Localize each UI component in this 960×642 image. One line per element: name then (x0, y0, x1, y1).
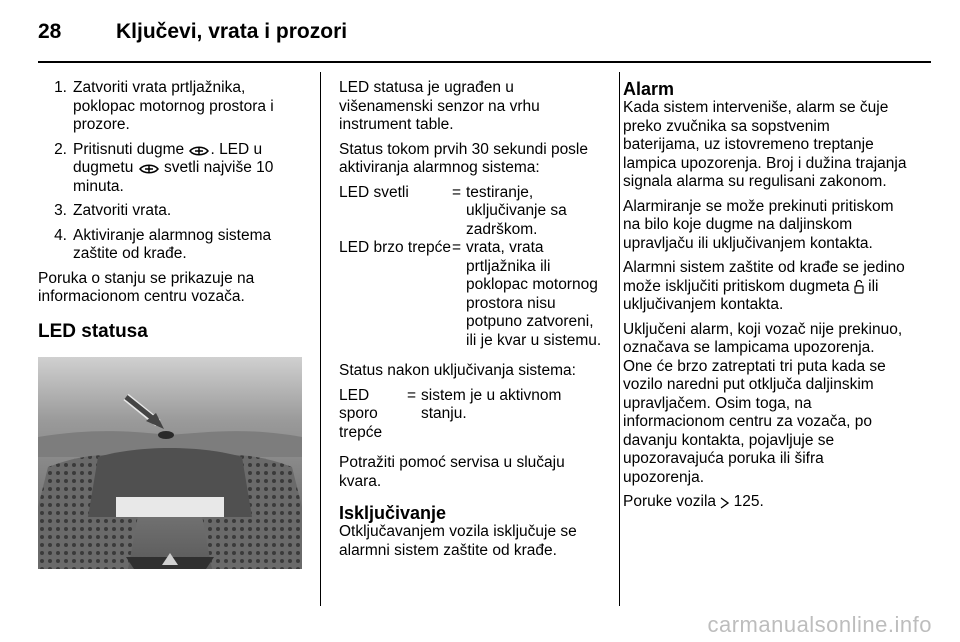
page-reference-arrow-icon (720, 497, 729, 509)
step-4 (38, 227, 304, 264)
vehicle-messages-reference (623, 493, 908, 512)
status-message-note: Poruka o stanju se prikazuje na informacionom centru vozača. (38, 269, 255, 305)
table-row (339, 387, 607, 443)
alarm-heading: Alarm (623, 79, 675, 99)
step-text-part: svetli najviše 10 minuta. (73, 159, 274, 195)
paragraph-part: ili uključivanjem kontakta. (623, 277, 879, 313)
step-text (73, 141, 304, 197)
deactivation-text: Otključavanjem vozila isključuje se alarmni sistem zaštite od krađe. (339, 523, 577, 559)
table-value: vrata, vrata prtljažnika ili poklopac motornog prostora nisu potpuno zatvoreni, ili je kvar u sistemu. (466, 239, 602, 349)
step-text-part: . LED u dugmetu (73, 140, 263, 176)
column-2 (339, 79, 607, 566)
instruction-list (38, 79, 304, 264)
page-reference[interactable]: 125. (733, 493, 764, 510)
step-text: Aktiviranje alarmnog sistema zaštite od krađe. (73, 226, 272, 262)
unlock-icon (854, 279, 864, 294)
header-rule (38, 61, 931, 63)
paragraph-part: Poruke vozila (623, 493, 717, 510)
page-title: Ključevi, vrata i prozori (116, 20, 348, 43)
column-divider-2 (619, 72, 620, 606)
column-1 (38, 79, 304, 569)
led-status-heading: LED statusa (38, 320, 148, 342)
page-number: 28 (38, 20, 62, 43)
alarm-paragraph-2: Alarmiranje se može prekinuti pritiskom na bilo koje dugme na daljinskom upravljaču ili uključivanjem kontakta. (623, 197, 894, 252)
lock-button-icon (188, 145, 210, 157)
alarm-paragraph-1: Kada sistem interveniše, alarm se čuje preko zvučnika sa sopstvenim baterijama, uz istovremeno treptanje lampica upozorenja. Broj i dužina trajanja signala alarma su regulisani zakonom. (623, 99, 907, 190)
service-note: Potražiti pomoć servisa u slučaju kvara. (339, 454, 565, 490)
after-activation-intro: Status nakon uključivanja sistema: (339, 362, 576, 379)
watermark: carmanualsonline.info (707, 612, 932, 637)
step-text-part: Pritisnuti dugme (73, 140, 185, 158)
lock-button-icon (138, 163, 160, 175)
first-30s-intro: Status tokom prvih 30 sekundi posle aktiviranja alarmnog sistema: (339, 140, 588, 176)
status-table-2 (339, 387, 607, 443)
status-table-1 (339, 184, 607, 351)
step-text: Zatvoriti vrata prtljažnika, poklopac motornog prostora i prozore. (73, 79, 274, 133)
table-row (339, 184, 607, 240)
table-eq: = (407, 386, 417, 404)
table-eq: = (452, 239, 462, 256)
deactivation-heading: Isključivanje (339, 503, 447, 523)
step-number: 2. (54, 140, 67, 158)
table-key: LED sporo trepće (339, 386, 383, 441)
alarm-paragraph-4: Uključeni alarm, koji vozač nije prekinuo, označava se lampicama upozorenja. One će brzo zatreptati tri puta kada se vozilo naredni put otključa daljinskim upravljačem. Osim toga, na informacionom centru za vozača, po davanju kontakta, pojavljuje se upozoravajuća poruka ili šifra upozorenja. (623, 320, 903, 486)
step-text: Zatvoriti vrata. (73, 202, 172, 219)
table-row (339, 239, 607, 350)
table-value: testiranje, uključivanje sa zadrškom. (466, 183, 567, 238)
step-1 (38, 79, 304, 135)
step-number: 3. (54, 202, 67, 219)
paragraph-part: Alarmni sistem zaštite od krađe se jedino može isključiti pritiskom dugmeta (623, 259, 905, 295)
table-key: LED svetli (339, 183, 409, 201)
step-number: 4. (54, 226, 67, 244)
step-2 (38, 141, 304, 197)
step-number: 1. (54, 79, 67, 96)
table-eq: = (452, 183, 462, 201)
step-3 (38, 202, 304, 221)
alarm-paragraph-3 (623, 259, 908, 315)
table-value: sistem je u aktivnom stanju. (421, 386, 562, 422)
table-key: LED brzo trepće (339, 239, 451, 256)
column-3 (623, 79, 908, 518)
column-divider-1 (320, 72, 321, 606)
dashboard-sensor-photo (38, 357, 302, 569)
led-intro: LED statusa je ugrađen u višenamenski senzor na vrhu instrument table. (339, 79, 540, 133)
